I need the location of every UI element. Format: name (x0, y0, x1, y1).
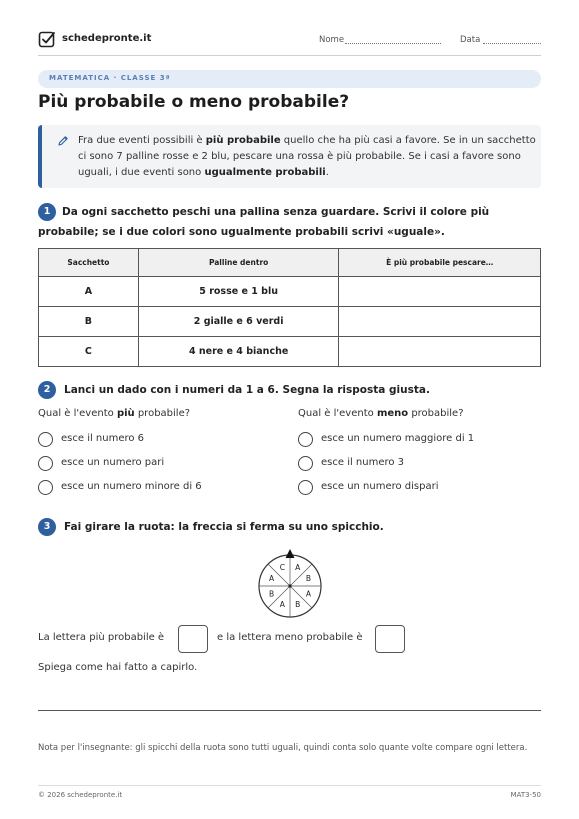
radio-button[interactable] (38, 432, 53, 447)
explanation-write-line[interactable] (38, 710, 541, 711)
col-header-balls: Palline dentro (138, 249, 339, 277)
spinner-wheel (254, 548, 326, 620)
table-row (39, 337, 541, 367)
wheel-sector-label: C (279, 563, 285, 573)
wheel-sector-label: A (295, 563, 301, 573)
exercise-2-number: 2 (38, 381, 56, 399)
wheel-sector-label: A (268, 573, 275, 583)
bags-table (38, 248, 541, 367)
table-header-row (39, 249, 541, 277)
page-header (38, 30, 541, 56)
answer-cell[interactable] (339, 337, 541, 367)
question-most-probable: Qual è l'evento più probabile? (38, 408, 191, 419)
answer-line (38, 632, 164, 643)
radio-button[interactable] (298, 432, 313, 447)
checkbox-logo-icon (38, 30, 56, 48)
balls-cell: 2 gialle e 6 verdi (138, 307, 339, 337)
subject-label: MATEMATICA · CLASSE 3ª (49, 74, 171, 82)
footer-divider (38, 785, 541, 786)
exercise-1-instruction: Da ogni sacchetto peschi una pallina senza guardare. Scrivi il colore più probabile; se i due colori sono ugualmente probabili scrivi «uguale». (38, 206, 490, 238)
date-field[interactable] (483, 43, 541, 44)
exercise-3-instruction: Fai girare la ruota: la freccia si ferma su uno spicchio. (64, 521, 384, 533)
exercise-2-instruction: Lanci un dado con i numeri da 1 a 6. Segna la risposta giusta. (64, 384, 430, 396)
radio-button[interactable] (298, 456, 313, 471)
bag-cell: B (39, 307, 139, 337)
info-text: Fra due eventi possibili è più probabile quello che ha più casi a favore. Se in un sacchetto ci sono 7 palline rosse e 2 blu, pescare una rossa è più probabile. Se i casi a favore sono uguali, i due eventi sono ugualmente probabili. (78, 135, 536, 178)
pointer-arrow-icon (286, 549, 295, 558)
exercise-3-number: 3 (38, 518, 56, 536)
wheel-sector-label: B (305, 573, 312, 583)
name-field[interactable] (345, 43, 441, 44)
col-header-bag: Sacchetto (39, 249, 139, 277)
exercise-1-number: 1 (38, 203, 56, 221)
wheel-sector-label: B (268, 589, 275, 599)
answer-cell[interactable] (339, 307, 541, 337)
radio-button[interactable] (298, 480, 313, 495)
table-row (39, 307, 541, 337)
explain-prompt: Spiega come hai fatto a capirlo. (38, 662, 198, 673)
wheel-hub (288, 584, 291, 587)
balls-cell: 5 rosse e 1 blu (138, 277, 339, 307)
brand-name: schedepronte.it (62, 33, 152, 44)
wheel-sector-label: A (279, 600, 285, 610)
least-probable-answer-box[interactable] (375, 625, 405, 653)
subject-bar (38, 70, 541, 88)
wheel-sector-label: A (305, 589, 312, 599)
name-label: Nome (319, 35, 345, 45)
col-header-answer: È più probabile pescare… (339, 249, 541, 277)
wheel-sector-label: B (295, 600, 301, 610)
question-least-probable: Qual è l'evento meno probabile? (298, 408, 464, 419)
radio-button[interactable] (38, 480, 53, 495)
radio-button[interactable] (38, 456, 53, 471)
most-probable-label: La lettera più probabile è (38, 632, 165, 643)
footer-copyright: © 2026 schedepronte.it (38, 791, 123, 799)
table-row (39, 277, 541, 307)
least-probable-label: e la lettera meno probabile è (217, 632, 363, 643)
bag-cell: C (39, 337, 139, 367)
most-probable-answer-box[interactable] (178, 625, 208, 653)
bag-cell: A (39, 277, 139, 307)
teacher-note: Nota per l'insegnante: gli spicchi della ruota sono tutti uguali, quindi conta solo quante volte compare ogni lettera. (38, 743, 528, 753)
answer-cell[interactable] (339, 277, 541, 307)
balls-cell: 4 nere e 4 bianche (138, 337, 339, 367)
date-label: Data (460, 35, 481, 45)
info-box (38, 125, 541, 188)
page-title: Più probabile o meno probabile? (38, 92, 350, 112)
footer-code: MAT3-50 (510, 791, 541, 799)
pencil-icon (57, 135, 69, 147)
